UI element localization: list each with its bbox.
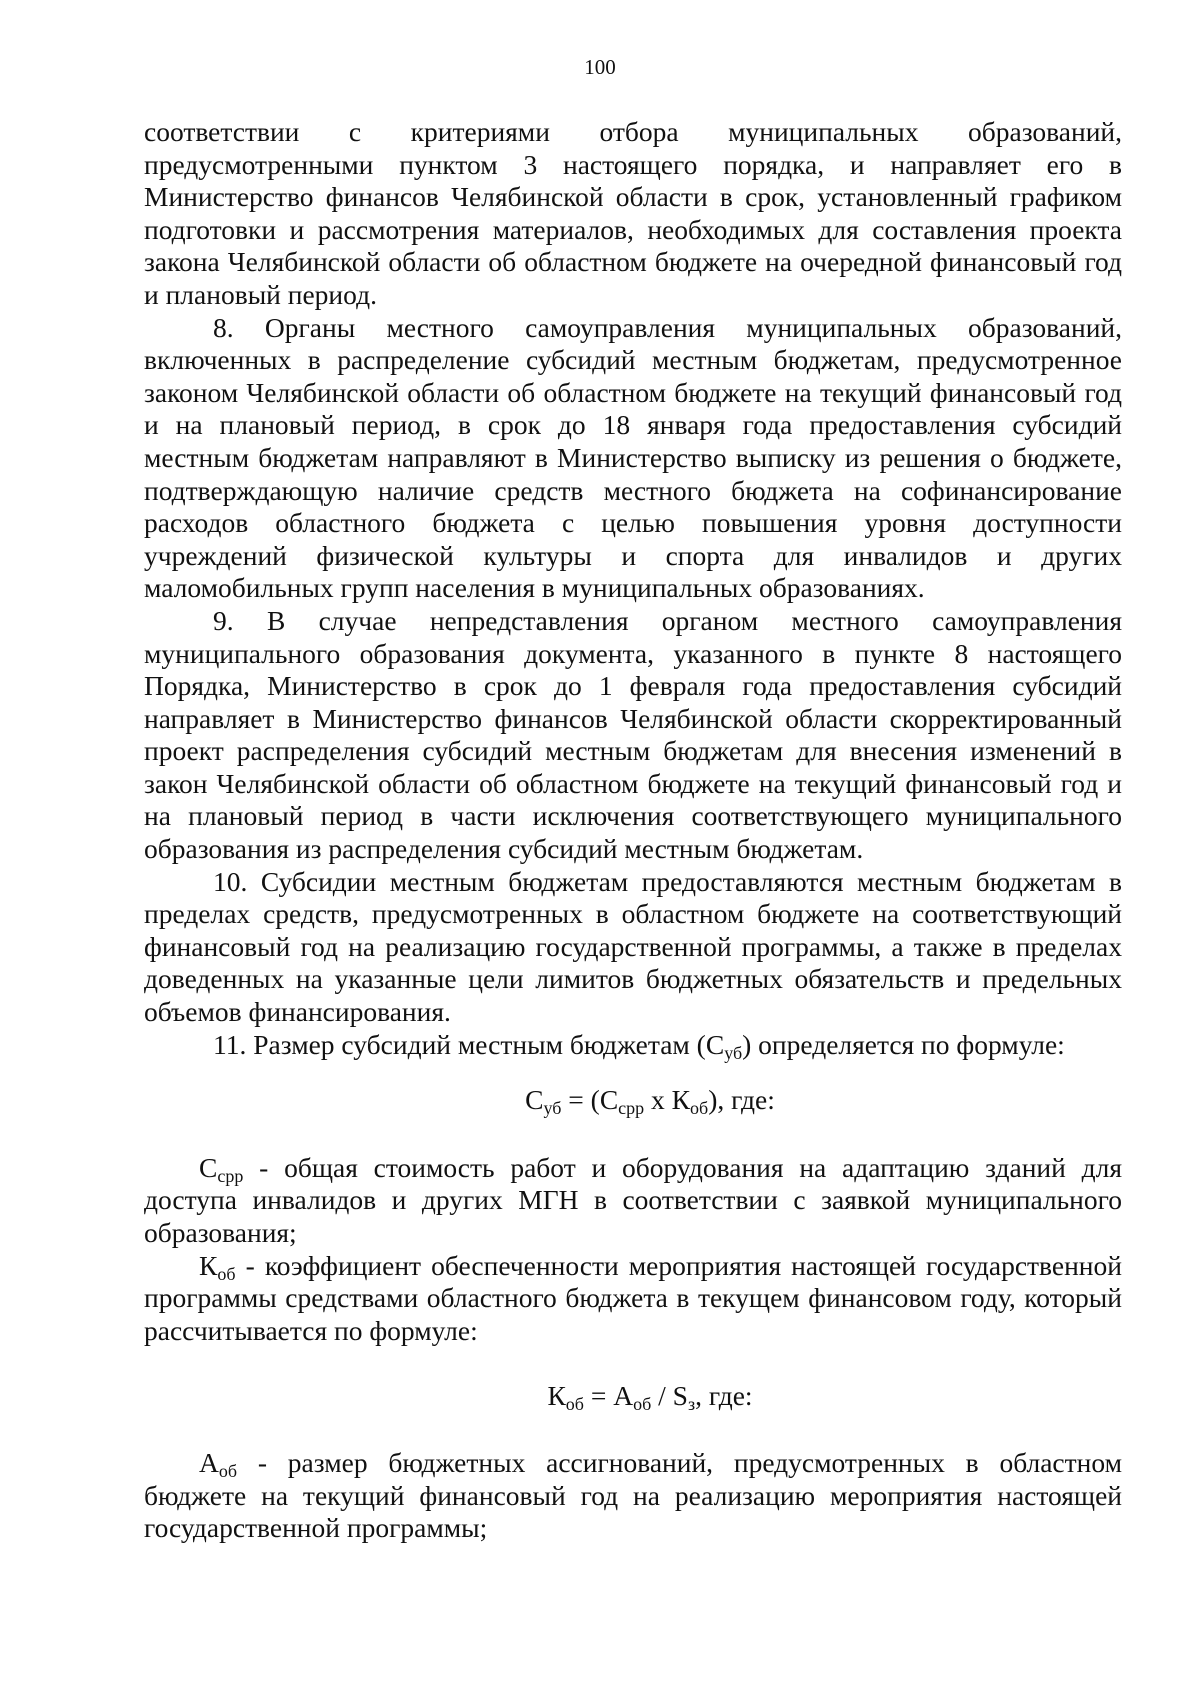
- formula-subsidy-kob-sub: об: [690, 1098, 709, 1119]
- definition-aob-sub: об: [218, 1460, 238, 1481]
- formula-coefficient-eq: = А: [583, 1380, 634, 1412]
- formula-coefficient-a-sub: об: [633, 1394, 652, 1415]
- paragraph-11-text-before: 11. Размер субсидий местным бюджетам (С: [213, 1028, 725, 1060]
- definition-csrp-symbol: С: [199, 1151, 218, 1183]
- definition-aob-symbol: А: [199, 1446, 219, 1478]
- paragraph-11-text-after: ) определяется по формуле:: [742, 1028, 1065, 1060]
- definition-kob-sub: об: [217, 1263, 236, 1284]
- formula-coefficient-div: / S: [651, 1380, 688, 1412]
- definition-csrp-text: - общая стоимость работ и оборудования на адаптацию зданий для доступа инвалидов и других МГН в соответствии с заявкой муниципального образования;: [144, 1151, 1122, 1248]
- formula-subsidy-symbol: С: [525, 1084, 544, 1116]
- definition-kob-symbol: К: [199, 1249, 218, 1281]
- formula-coefficient: [144, 1347, 1122, 1447]
- paragraph-10: 10. Субсидии местным бюджетам предоставляются местным бюджетам в пределах средств, предусмотренных в областном бюджете на соответствующий финансовый год на реализацию государственной программы, а также в пределах доведенных на указанные цели лимитов бюджетных обязательств и предельных объемов финансирования.: [144, 865, 1122, 1028]
- definition-kob: [144, 1250, 1122, 1348]
- definition-aob: [144, 1447, 1122, 1545]
- formula-coefficient-symbol: К: [547, 1380, 566, 1412]
- formula-subsidy-csrp-sub: срр: [618, 1098, 645, 1119]
- definition-kob-text: - коэффициент обеспеченности мероприятия настоящей государственной программы средствами областного бюджета в текущем финансовом году, который рассчитывается по формуле:: [144, 1249, 1122, 1346]
- formula-coefficient-symbol-sub: об: [565, 1394, 584, 1415]
- formula-subsidy: [144, 1061, 1122, 1152]
- formula-subsidy-end: ), где:: [708, 1084, 775, 1116]
- paragraph-11: [144, 1029, 1122, 1062]
- formula-subsidy-eq: = (С: [561, 1084, 619, 1116]
- formula-subsidy-times: х К: [644, 1084, 691, 1116]
- paragraph-continuation: соответствии с критериями отбора муниципальных образований, предусмотренными пунктом 3 настоящего порядка, и направляет его в Министерство финансов Челябинской области в срок, установленный графиком подготовки и рассмотрения материалов, необходимых для составления проекта закона Челябинской области об областном бюджете на очередной финансовый год и плановый период.: [144, 116, 1122, 310]
- paragraph-9: 9. В случае непредставления органом местного самоуправления муниципального образования документа, указанного в пункте 8 настоящего Порядка, Министерство в срок до 1 февраля года предоставления субсидий направляет в Министерство финансов Челябинской области скорректированный проект распределения субсидий местным бюджетам для внесения изменений в закон Челябинской области об областном бюджете на текущий финансовый год и на плановый период в части исключения соответствующего муниципального образования из распределения субсидий местным бюджетам.: [144, 604, 1122, 865]
- paragraph-8: 8. Органы местного самоуправления муниципальных образований, включенных в распределение субсидий местным бюджетам, предусмотренное законом Челябинской области об областном бюджете на текущий финансовый год и на плановый период, в срок до 18 января года предоставления субсидий местным бюджетам направляют в Министерство выписку из решения о бюджете, подтверждающую наличие средств местного бюджета на софинансирование расходов областного бюджета с целью повышения уровня доступности учреждений физической культуры и спорта для инвалидов и других маломобильных групп населения в муниципальных образованиях.: [144, 311, 1122, 604]
- paragraph-11-subscript: уб: [724, 1042, 743, 1063]
- document-body: [144, 116, 1122, 1545]
- formula-coefficient-end: , где:: [695, 1380, 753, 1412]
- formula-coefficient-s-sub: з: [687, 1394, 696, 1415]
- page-number: 100: [584, 55, 616, 79]
- definition-csrp: [144, 1152, 1122, 1250]
- definition-csrp-sub: срр: [217, 1165, 244, 1186]
- formula-subsidy-symbol-sub: уб: [543, 1098, 562, 1119]
- definition-aob-text: - размер бюджетных ассигнований, предусмотренных в областном бюджете на текущий финансовый год на реализацию мероприятия настоящей государственной программы;: [144, 1446, 1122, 1544]
